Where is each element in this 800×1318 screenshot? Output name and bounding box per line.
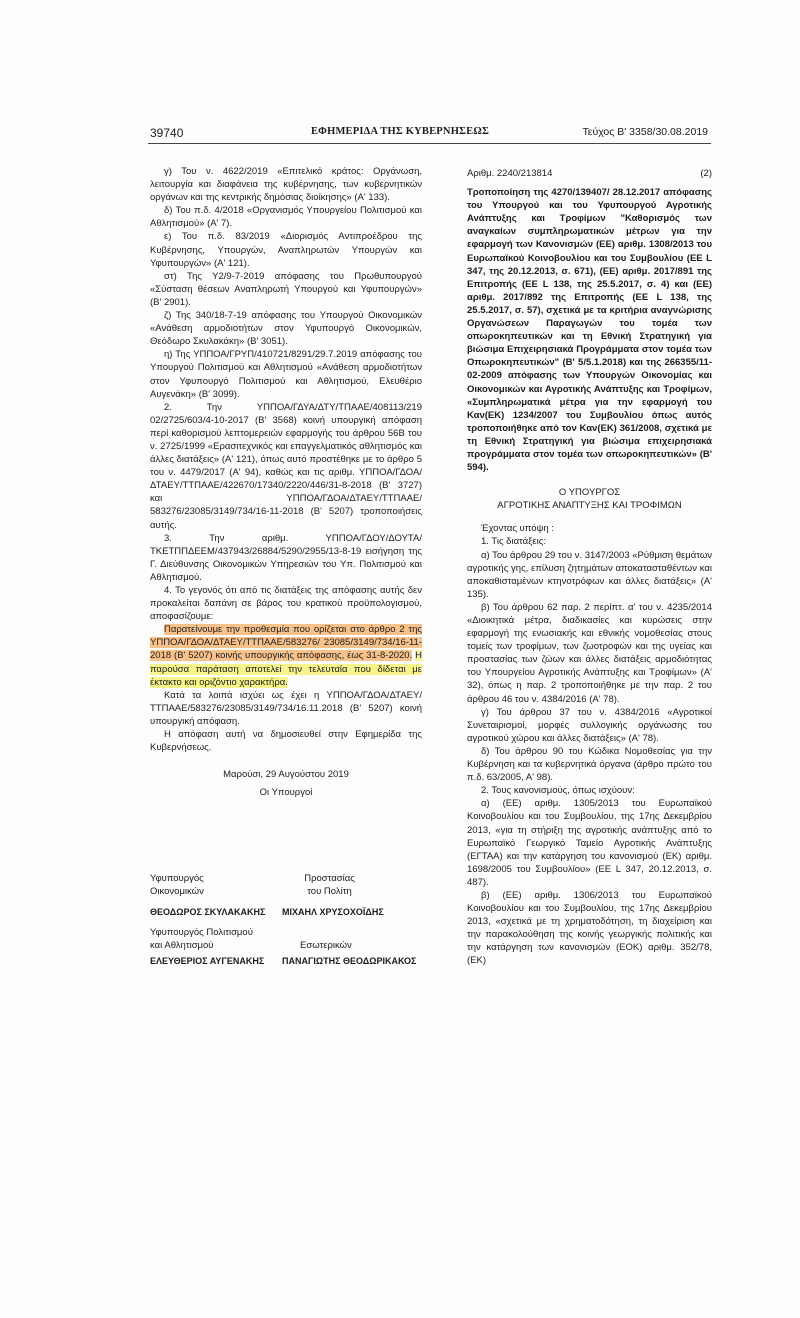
paragraph: η) Της ΥΠΠΟΑ/ΓΡΥΠ/410721/8291/29.7.2019 απόφασης του Υπουργού Πολιτισμού και Αθλητισμού «Ανάθεση αρμοδιοτήτων στον Υφυπουργό Πολιτισμού και Αθλητισμού, Ελευθέριο Αυγενάκη» (Β' 3099).: [150, 349, 422, 400]
highlighted-decision: [150, 623, 422, 688]
signature-name: ΜΙΧΑΗΛ ΧΡΥΣΟΧΟΪΔΗΣ: [282, 907, 384, 917]
paragraph: δ) Του άρθρου 90 του Κώδικα Νομοθεσίας για την Κυβέρνηση και τα κυβερνητικά όργανα (άρθρο πρώτο του π.δ. 63/2005, Α' 98).: [467, 745, 712, 784]
signature-role: Υφυπουργός: [150, 873, 204, 884]
paragraph: Κατά τα λοιπά ισχύει ως έχει η ΥΠΠΟΑ/ΓΔΟΑ/ΔΤΑΕΥ/ΤΤΠΑΑΕ/583276/23085/3149/734/16.11.2018 (Β' 5207) κοινή υπουργική απόφαση.: [150, 689, 422, 727]
signature-role: Υφυπουργός Πολιτισμού: [150, 927, 253, 938]
paragraph: ε) Του π.δ. 83/2019 «Διορισμός Αντιπροέδρου της Κυβέρνησης, Υπουργών, Αναπληρωτών Υπουργών και Υφυπουργών» (Α' 121).: [150, 231, 422, 269]
orange-highlight: Παρατείνουμε την προθεσμία που ορίζεται στο άρθρο 2 της ΥΠΠΟΑ/ΓΔΟΑ/ΔΤΑΕΥ/ΤΤΠΑΑΕ/583276/ 23085/3149/734/16-11-2018 (Β' 5207) κοινής υπουργικής απόφασης, έως 31-8-2020.: [150, 624, 422, 662]
date-place: Μαρούσι, 29 Αυγούστου 2019: [223, 769, 349, 781]
paragraph: 3. Την αριθμ. ΥΠΠΟΑ/ΓΔΟΥ/ΔΟΥΤΑ/ΤΚΕΤΠΠΔΕΕΜ/437943/26884/5290/2955/13-8-19 εισήγηση της Γ. Διεύθυνσης Οικονομικών Υπηρεσιών του Υπ. Πολιτισμού και Αθλητισμού.: [150, 532, 422, 583]
having-regard: Έχοντας υπόψη :: [481, 523, 554, 535]
minister-heading: Ο ΥΠΟΥΡΓΟΣ: [558, 487, 621, 499]
signature-role: Οικονομικών: [150, 886, 204, 897]
decision-title: Τροποποίηση της 4270/139407/ 28.12.2017 απόφασης του Υπουργού και του Υφυπουργού Αγροτικής Ανάπτυξης και Τροφίμων "Καθορισμός των αναγκαίων συμπληρωματικών μέτρων για την εφαρμογή των Κανονισμών (ΕΕ) αριθμ. 1308/2013 του Ευρωπαϊκού Κοινοβουλίου και του Συμβουλίου (ΕΕ L 347, της 20.12.2013, σ. 671), (ΕΕ) αριθμ. 2017/891 της Επιτροπής (ΕΕ L 138, της 25.5.2017, σ. 4) και (ΕΕ) αριθμ. 2017/892 της Επιτροπής (ΕΕ L 138, της 25.5.2017, σ. 57), σχετικά με τα κριτήρια αναγνώρισης Οργανώσεων Παραγωγών του τομέα των οπωροκηπευτικών και τη Εθνική Στρατηγική για βιώσιμα Επιχειρησιακά Προγράμματα στον τομέα των Οπωροκηπευτικών" (Β' 5/5.1.2018) και της 266355/11-02-2009 απόφασης των Υπουργών Οικονομίας και Οικονομικών και Αγροτικής Ανάπτυξης και Τροφίμων, «Συμπληρωματικά μέτρα για την εφαρμογή του Καν(ΕΚ) 1234/2007 του Συμβουλίου όπως αυτός τροποποιήθηκε από τον Καν(ΕΚ) 361/2008, σχετικά με τη Εθνική Στρατηγική για βιώσιμα επιχειρησιακά προγράμματα στον τομέα των οπωροκηπευτικών» (Β' 594).: [467, 187, 712, 474]
paragraph: α) Του άρθρου 29 του ν. 3147/2003 «Ρύθμιση θεμάτων αγροτικής γης, επίλυση ζητημάτων αποκατασταθέντων και αποκαθισταμένων κτηνοτρόφων και άλλες διατάξεις» (Α' 135).: [467, 549, 712, 600]
paragraph: 2. Τους κανονισμούς, όπως ισχύουν:: [481, 785, 635, 797]
decision-header: [467, 167, 712, 180]
paragraph: γ) Του άρθρου 37 του ν. 4384/2016 «Αγροτικοί Συνεταιρισμοί, μορφές συλλογικής οργάνωσης του αγροτικού χώρου και άλλες διατάξεις» (Α' 78).: [467, 706, 712, 744]
paragraph: α) (ΕΕ) αριθμ. 1305/2013 του Ευρωπαϊκού Κοινοβουλίου και του Συμβουλίου, της 17ης Δεκεμβρίου 2013, «για τη στήριξη της αγροτικής ανάπτυξης από το Ευρωπαϊκό Γεωργικό Ταμείο Αγροτικής Ανάπτυξης (ΕΓΤΑΑ) και την κατάργηση του κανονισμού (ΕΚ) αριθμ. 1698/2005 του Συμβουλίου» (ΕΕ L 347, 20.12.2013, σ. 487).: [467, 798, 712, 888]
yellow-highlight: Η παρούσα παράταση αποτελεί την τελευταία που δίδεται με έκτακτο και οριζόντιο χαρακτήρα.: [150, 650, 422, 688]
page-number: 39740: [150, 126, 184, 140]
paragraph: 1. Τις διατάξεις:: [481, 536, 546, 548]
paragraph: στ) Της Υ2/9-7-2019 απόφασης του Πρωθυπουργού «Σύσταση θέσεων Αναπληρωτή Υπουργού και Υφυπουργών» (Β' 2901).: [150, 270, 422, 308]
ministers-title: Οι Υπουργοί: [259, 787, 313, 799]
minister-heading: ΑΓΡΟΤΙΚΗΣ ΑΝΑΠΤΥΞΗΣ ΚΑΙ ΤΡΟΦΙΜΩΝ: [497, 500, 682, 512]
paragraph: ζ) Της 340/18-7-19 απόφασης του Υπουργού Οικονομικών «Ανάθεση αρμοδιοτήτων στον Υφυπουργό Οικονομικών, Θεόδωρο Σκυλακάκη» (Β' 3051).: [150, 310, 422, 348]
left-column: [150, 165, 422, 799]
signature-name: ΕΛΕΥΘΕΡΙΟΣ ΑΥΓΕΝΑΚΗΣ: [150, 956, 265, 966]
header-rule: [148, 143, 711, 144]
paragraph: β) (ΕΕ) αριθμ. 1306/2013 του Ευρωπαϊκού Κοινοβουλίου και του Συμβουλίου, της 17ης Δεκεμβρίου 2013, «σχετικά με τη χρηματοδότηση, τη διαχείριση και την παρακολούθηση της κοινής γεωργικής πολιτικής και την κατάργηση των κανονισμών (ΕΟΚ) αριθμ. 352/78, (ΕΚ): [467, 889, 712, 967]
paragraph: β) Του άρθρου 62 παρ. 2 περίπτ. α' του ν. 4235/2014 «Διοικητικά μέτρα, διαδικασίες και κυρώσεις στην εφαρμογή της ενωσιακής και εθνικής νομοθεσίας στους τομείς των τροφίμων, των ζωοτροφών και της υγείας και προστασίας των ζώων και άλλες διατάξεις αρμοδιότητας του Υπουργείου Αγροτικής Ανάπτυξης και Τροφίμων» (Α' 32), όπως η παρ. 2 τροποποιήθηκε με την παρ. 2 του άρθρου 46 του ν. 4384/2016 (Α' 78).: [467, 601, 712, 705]
decision-number: Αριθμ. 2240/213814: [467, 168, 553, 179]
signature-role: Εσωτερικών: [300, 940, 352, 951]
right-column: [467, 167, 712, 968]
paragraph: γ) Του ν. 4622/2019 «Επιτελικό κράτος: Οργάνωση, λειτουργία και διαφάνεια της κυβέρνησης, των κυβερνητικών οργάνων και της κεντρικής δημόσιας διοίκησης» (Α' 133).: [150, 166, 422, 204]
signature-name: ΠΑΝΑΓΙΩΤΗΣ ΘΕΟΔΩΡΙΚΑΚΟΣ: [282, 956, 417, 966]
paragraph: 4. Το γεγονός ότι από τις διατάξεις της απόφασης αυτής δεν προκαλείται δαπάνη σε βάρος του κρατικού προϋπολογισμού, αποφασίζουμε:: [150, 585, 422, 623]
issue-info: Τεύχος Β' 3358/30.08.2019: [582, 126, 708, 138]
paragraph: Η απόφαση αυτή να δημοσιευθεί στην Εφημερίδα της Κυβερνήσεως.: [150, 729, 422, 754]
decision-index: (2): [700, 168, 712, 179]
signature-role: και Αθλητισμού: [150, 940, 214, 951]
signature-role: Προστασίας: [304, 873, 355, 884]
paragraph: 2. Την ΥΠΠΟΑ/ΓΔΥΑ/ΔΤΥ/ΤΠΑΑΕ/408113/219 02/2725/603/4-10-2017 (Β' 3568) κοινή υπουργική απόφαση περί καθορισμού λεπτομερειών εφαρμογής του άρθρου 56Β του ν. 2725/1999 «Ερασιτεχνικός και επαγγελματικός αθλητισμός και άλλες διατάξεις» (Α' 121), όπως αυτό προστέθηκε με το άρθρο 5 του ν. 4479/2017 (Α' 94), καθώς και τις αριθμ. ΥΠΠΟΑ/ΓΔΟΑ/ ΔΤΑΕΥ/ΤΤΠΑΑΕ/422670/17340/2220/446/31-8-2018 (Β' 3727) και ΥΠΠΟΑ/ΓΔΟΑ/ΔΤΑΕΥ/ΤΤΠΑΑΕ/ 583276/23085/3149/734/16-11-2018 (Β' 5207) τροποποιήσεις αυτής.: [150, 401, 422, 531]
paragraph: δ) Του π.δ. 4/2018 «Οργανισμός Υπουργείου Πολιτισμού και Αθλητισμού» (Α' 7).: [150, 205, 422, 230]
gazette-title: ΕΦΗΜΕΡΙΔΑ ΤΗΣ ΚΥΒΕΡΝΗΣΕΩΣ: [310, 126, 490, 137]
signature-role: του Πολίτη: [307, 886, 352, 897]
signature-name: ΘΕΟΔΩΡΟΣ ΣΚΥΛΑΚΑΚΗΣ: [150, 907, 266, 917]
